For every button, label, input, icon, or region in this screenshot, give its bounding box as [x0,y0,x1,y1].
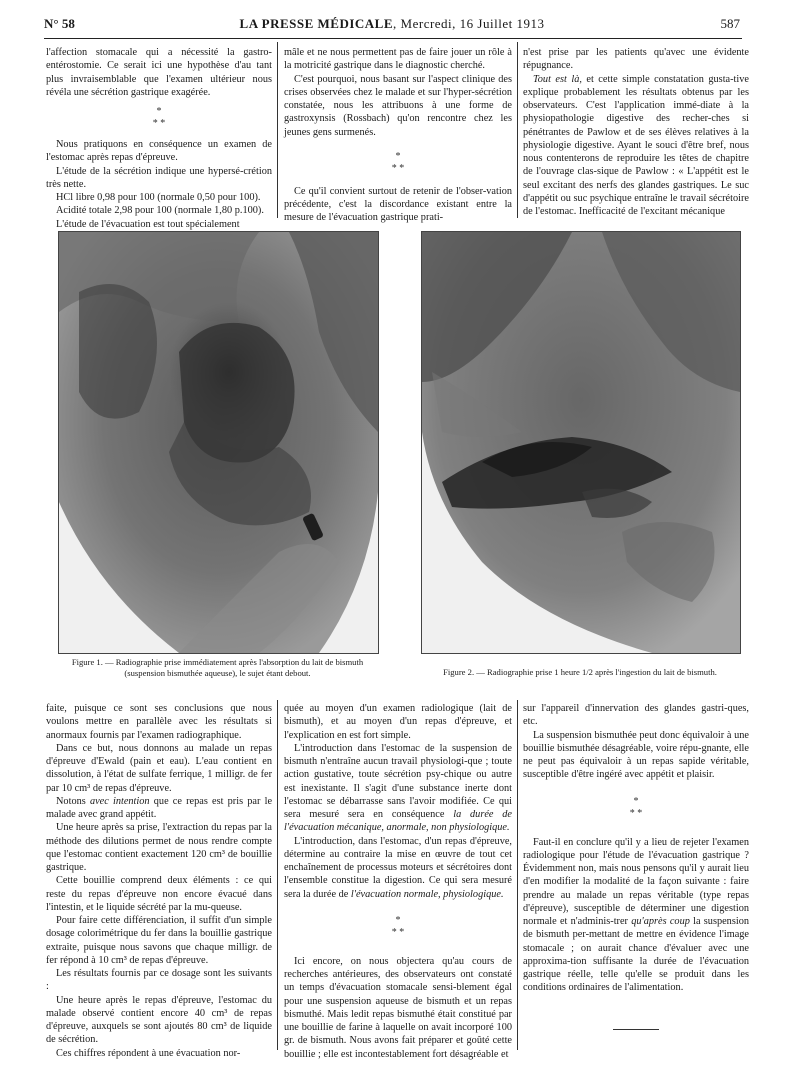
figure-1-text: — Radiographie prise immédiatement après l'absorption du lait de bismuth (suspension bismuthée aqueuse), le sujet étant debout. [102,657,364,678]
figure-1-label: Figure 1. [71,657,103,667]
paragraph: L'étude de l'évacuation est tout spécialement [56,218,240,230]
section-separator: * * * [152,106,166,129]
section-separator: * * * [391,150,405,174]
emphasis: la durée de l'évacuation mécanique, anormale, non physiologique. [284,809,512,834]
paragraph: Dans ce but, nous donnons au malade un repas d'épreuve d'Ewald (pain et eau). L'eau contient en dissolution, à l'état de sulfate ferrique, 1 milligr. de fer par 10 cm³ de repas d'épreuve. [46,742,272,794]
radiograph-image [422,232,740,653]
issue-date: , Mercredi, 16 Juillet 1913 [393,16,545,31]
paragraph: Ce qu'il convient surtout de retenir de l'obser-vation précédente, c'est la discordance existant entre la mesure de l'évacuation gastrique prati- [284,185,512,224]
figure-2-caption [421,667,739,678]
paragraph-text: L'introduction, dans l'estomac, d'un repas d'épreuve, détermine au contraire la mise en œuvre de tout cet enchaînement de processus moteurs et sécrétoires dont l'ensemble constitue la digestion. Ce qui sera mesuré sera la durée de [284,835,512,900]
issue-number: N° 58 [44,16,75,31]
publication-name: LA PRESSE MÉDICALE [239,16,394,31]
paragraph [523,836,749,995]
paragraph: Une heure après le repas d'épreuve, l'estomac du malade observé contient encore 40 cm³ de repas d'épreuve, auxquels se sont ajoutés 80 cm³ de liquide de sécrétion. [46,994,272,1046]
paragraph: mâle et ne nous permettent pas de faire jouer un rôle à la motricité gastrique dans le diagnostic cherché. [284,47,512,72]
paragraph: quée au moyen d'un examen radiologique (lait de bismuth), et au moyen d'un repas d'épreuve, et l'explication en est fort simple. [284,703,512,741]
emphasis: avec intention [89,795,150,807]
emphasis: qu'après coup [631,916,690,927]
header-title [44,16,740,32]
paragraph: n'est prise par les patients qu'avec une évidente répugnance. [523,47,749,72]
figure-2-text: — Radiographie prise 1 heure 1/2 après l'ingestion du lait de bismuth. [474,667,717,677]
paragraph: Les résultats fournis par ce dosage sont les suivants : [46,968,272,993]
bottom-column-2 [284,702,512,1061]
top-column-3 [523,46,749,218]
paragraph [523,73,749,219]
paragraph-text: Notons [56,795,90,807]
paragraph [284,742,512,835]
paragraph: Nous pratiquons en conséquence un examen de l'estomac après repas d'épreuve. [46,139,272,164]
top-column-2 [284,46,512,225]
paragraph: La suspension bismuthée peut donc équivaloir à une bouillie bismuthée désagréable, voire répu-gnante, elle ne peut pas équivaloir à un repas sapide véritable, susceptible d'être ingéré avec appétit et plaisir. [523,729,749,781]
figure-1-caption [58,657,377,679]
paragraph-text: L'introduction dans l'estomac de la suspension de bismuth n'entraîne aucun travail physiologi-que ; toute action gustative, toute sécrétion psy-chique ou autre est inexistante. Il s'agit d'une substance inerte dont l'estomac se débarrasse sans l'avoir modifiée. Ce qui sera mesuré sera en conséquence [284,742,512,820]
column-divider [517,700,518,1050]
paragraph: C'est pourquoi, nous basant sur l'aspect clinique des crises observées chez le malade et sur l'hyper-sécrétion constatée, nous les attribuons à une forme de gastroxynsis (Rossbach) qu'on rencontre chez les jeunes gens surmenés. [284,73,512,138]
bottom-column-1 [46,702,272,1060]
column-divider [277,42,278,218]
page-number: 587 [720,16,740,31]
paragraph-text: que ce repas est pris par le malade avec grand appétit. [46,795,273,820]
radiograph-figure-2 [421,231,741,654]
column-divider [517,42,518,218]
header-rule [44,38,742,39]
paragraph: Pour faire cette différenciation, il suffit d'un simple dosage colorimétrique du fer dans la bouillie gastrique extraite, puisque nous savons que chaque milligr. de fer répond à 10 cm³ de repas d'épreuve. [46,915,272,966]
bottom-column-3 [523,702,749,1030]
top-column-1 [46,46,272,231]
radiograph-figure-1 [58,231,379,654]
paragraph-text: la suspension de bismuth per-mettant de mettre en évidence l'image stomacale ; on aurait chance d'évaluer avec une approxima-tion suffisante la durée de l'évacuation gastrique réelle, telle qu'elle se produit dans les conditions ordinaires de l'alimentation. [523,916,749,994]
running-header [44,16,740,38]
paragraph: Ici encore, on nous objectera qu'au cours de recherches antérieures, des observateurs ont constaté un temps d'évacuation stomacale sensi-blement égal pour une suspension aqueuse de bismuth et un repas bismuthé. Mais ledit repas bismuthé était constitué par une bouillie de farine à laquelle on avait incorporé 100 gr. de bismuth. Nous avons fait préparer et goûté cette bouillie ; elle est incontestablement fort désagréable et [284,955,512,1060]
column-divider [277,700,278,1050]
paragraph: l'affection stomacale qui a nécessité la gastro-entérostomie. Ce serait ici une hypothèse d'au tant plus invraisemblable que l'examen ultérieur nous révéla une sécrétion gastrique exagérée. [46,47,272,98]
end-rule [613,1029,659,1030]
paragraph: Cette bouillie comprend deux éléments : ce qui reste du repas d'épreuve non encore évacué dans l'intestin, et le liquide sécrété par la mu-queuse. [46,875,272,913]
paragraph-text: et cette simple constatation gusta-tive explique probablement les résultats obtenus par les observateurs. C'est l'application immé-diate à la physiopathologie digestive des recher-ches si pénétrantes de Pawlow et de ses élèves relatives à la physiologie digestive. Ayant le souci d'être bref, nous nous contenterons de reproduire les têtes de chapitre de l'ouvrage clas-sique de Pawlow : « L'appétit est le seul excitant des nerfs des glandes gastriques. Le suc d'appétit ou suc psychique entraîne le travail sécrétoire de l'estomac. Inefficacité de l'excitant mécanique [523,73,749,217]
emphasis: l'évacuation normale, physiologique. [350,888,504,900]
paragraph [46,795,272,822]
paragraph: Une heure après sa prise, l'extraction du repas par la méthode des dilutions permet de nous rendre compte que l'estomac contient exactement 120 cm³ de bouillie gastrique. [46,822,272,873]
figure-2-label: Figure 2. [443,667,475,677]
hcl-result: HCl libre 0,98 pour 100 (normale 0,50 pour 100). [56,192,261,203]
section-separator: * * * [629,795,643,819]
emphasis: Tout est là, [533,73,582,85]
radiograph-image [59,232,378,653]
paragraph-text: Faut-il en conclure qu'il y a lieu de rejeter l'examen radiologique pour l'étude de l'évacuation gastrique ? Évidemment non, mais nous pensons qu'il y aurait lieu d'en modifier la modalité de la façon suivante : faire prendre au malade un repas véritable (type repas d'épreuve), susceptible de déterminer une digestion normale et n'adminis-trer [523,836,749,927]
paragraph: L'étude de la sécrétion indique une hypersé-crétion très nette. [46,165,272,190]
section-separator: * * * [391,914,405,938]
paragraph: faite, puisque ce sont ses conclusions que nous voulons mettre en parallèle avec les résultats si anormaux fournis par l'examen radiographique. [46,703,272,741]
paragraph: sur l'appareil d'innervation des glandes gastri-ques, etc. [523,703,749,728]
paragraph: Ces chiffres répondent à une évacuation nor- [56,1047,241,1059]
acidity-result: Acidité totale 2,98 pour 100 (normale 1,80 p.100). [56,205,264,217]
paragraph [284,835,512,901]
